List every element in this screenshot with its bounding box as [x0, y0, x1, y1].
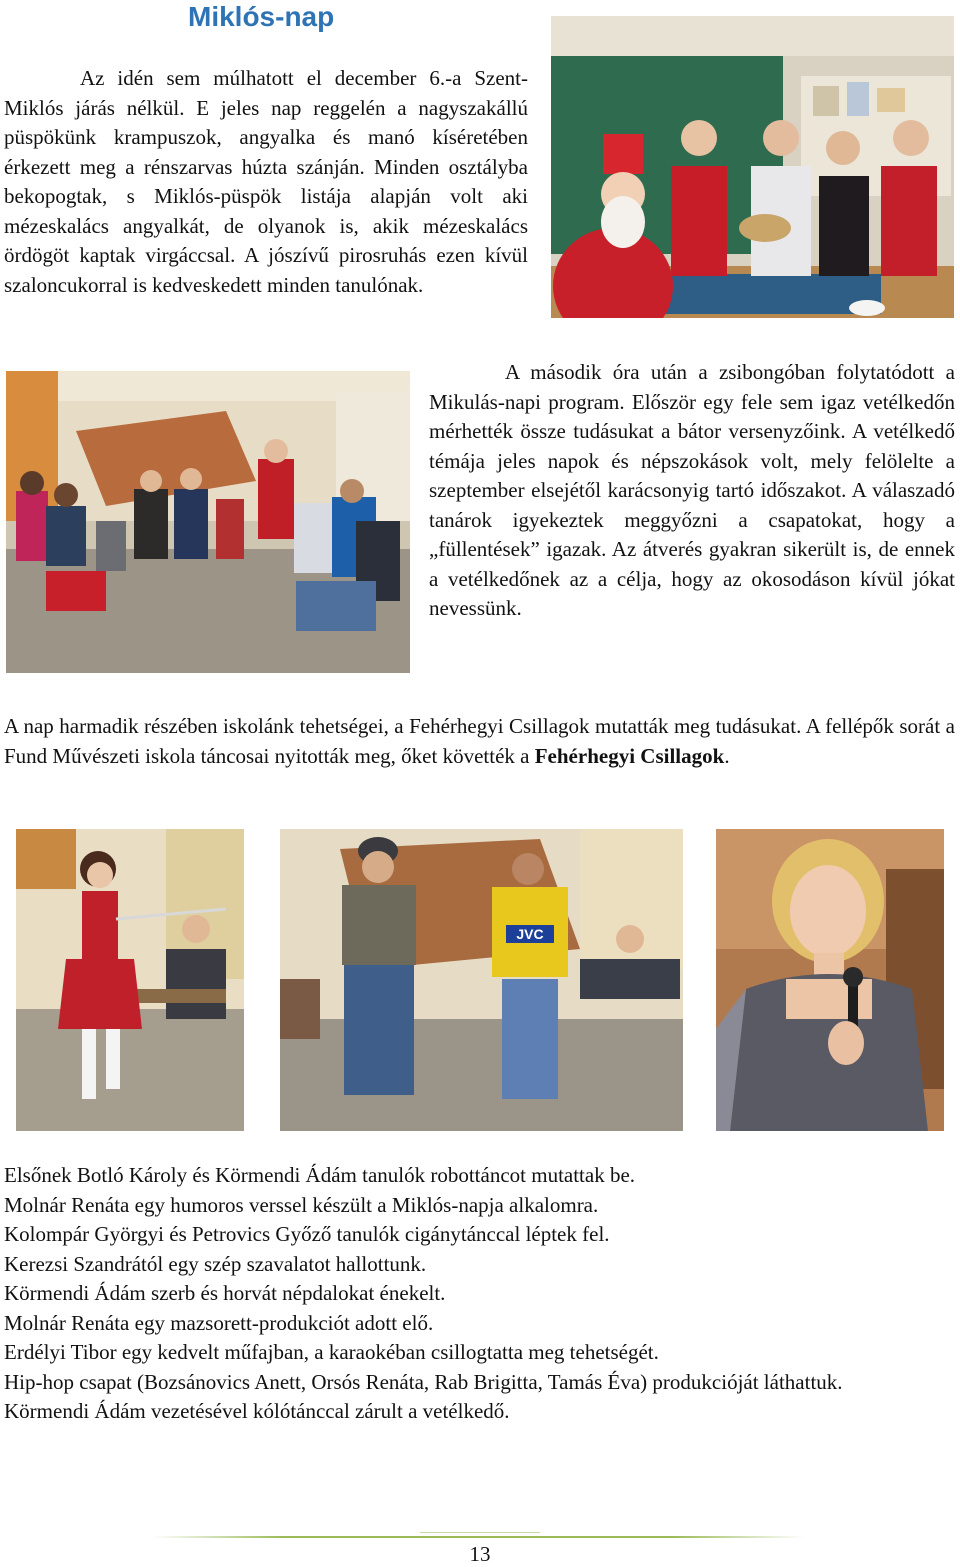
- quiz-paragraph: A második óra után a zsibongóban folytatódott a Mikulás-napi program. Először egy fele sem igaz vetélkedőn mérhették össze tudásukat a bátor versenyzőink. A vetélkedő témája jeles napok és népszokások volt, mely felölelte a szeptember elsejétől karácsonyig tartó időszakot. A válaszadó tanárok igyekeztek meggyőzni a csapatokat, hogy a „füllentések” igazak. Az átverés gyakran sikerült is, de ennek a vetélkedőnek az a célja, hogy az okosodáson kívül jókat nevessünk.: [429, 360, 955, 620]
- page-number: 13: [469, 1542, 491, 1566]
- footer-accent-line: [420, 1532, 540, 1533]
- program-line: Erdélyi Tibor egy kedvelt műfajban, a karaokéban csillogtatta meg tehetségét.: [4, 1340, 659, 1364]
- program-line: Kerezsi Szandrától egy szép szavalatot hallottunk.: [4, 1251, 427, 1276]
- program-line: Elsőnek Botló Károly és Körmendi Ádám tanulók robottáncot mutattak be.: [4, 1163, 636, 1187]
- photo-students-in-circle: [6, 371, 410, 673]
- talents-end: .: [724, 743, 730, 768]
- fehérhegyi-csillagok-bold: Fehérhegyi Csillagok: [534, 743, 725, 768]
- program-line: Körmendi Ádám vezetésével kólótánccal zárult a vetélkedő.: [4, 1399, 510, 1423]
- program-line: Molnár Renáta egy humoros verssel készült a Miklós-napja alkalomra.: [4, 1192, 599, 1217]
- page-title: Miklós-nap: [188, 1, 335, 32]
- jersey-logo: JVC: [516, 926, 544, 942]
- talents-paragraph: [4, 712, 955, 771]
- program-line: Körmendi Ádám szerb és horvát népdalokat énekelt.: [4, 1281, 446, 1305]
- photo-santa-with-helpers: [551, 16, 954, 318]
- program-line: Hip-hop csapat (Bozsánovics Anett, Orsós Renáta, Rab Brigitta, Tamás Éva) produkcióját láthattuk.: [4, 1369, 843, 1394]
- program-line: Kolompár Györgyi és Petrovics Győző tanulók cigánytánccal léptek fel.: [4, 1222, 610, 1246]
- talents-text: A nap harmadik részében iskolánk tehetségei, a Fehérhegyi Csillagok mutatták meg tudásukat. A fellépők sorát a Fund Művészeti iskola táncosai nyitották meg, őket követték a: [4, 714, 955, 768]
- program-list: [4, 1161, 955, 1427]
- photo-robot-dance: [280, 829, 683, 1131]
- program-line: Molnár Renáta egy mazsorett-produkciót adott elő.: [4, 1310, 434, 1335]
- photo-girl-singing: [716, 829, 944, 1131]
- intro-paragraph: Az idén sem múlhatott el december 6.-a Szent-Miklós járás nélkül. E jeles nap reggelén a nagyszakállú püspökünk krampuszok, angyalka és manó kíséretében érkezett meg a rénszarvas húzta szánján. Minden osztályba bekopogtak, s Miklós-püspök listája alapján volt aki mézeskalács angyalkát, de olyanok is, akik mézeskalács ördögöt kaptak virgáccsal. A jószívű pirosruhás ezen kívül szaloncukorral is kedveskedett minden tanulónak.: [4, 66, 528, 297]
- photo-majorette-dancer: [16, 829, 244, 1131]
- footer-rule: [152, 1536, 804, 1538]
